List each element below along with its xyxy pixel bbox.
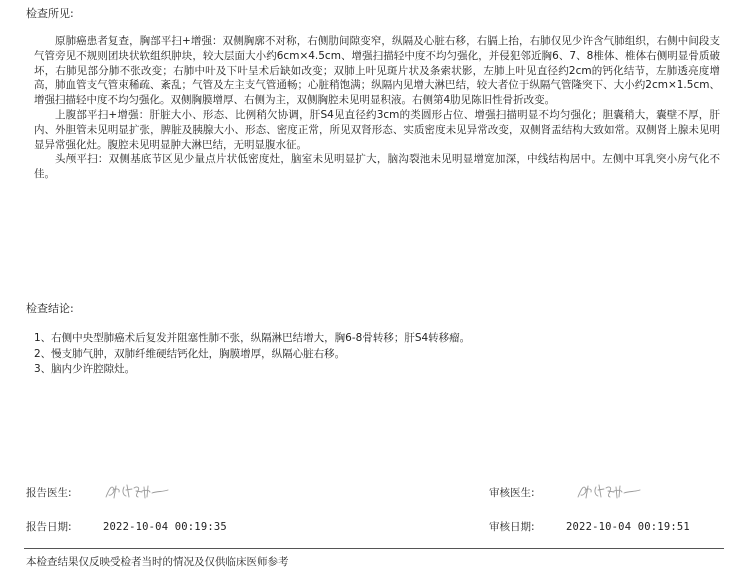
conclusion-item-1: 1、右侧中央型肺癌术后复发并阻塞性肺不张，纵隔淋巴结增大，胸6-8骨转移；肝S4转移瘤。 xyxy=(34,332,471,344)
review-doctor-label: 审核医生: xyxy=(489,487,535,499)
review-doctor-signature xyxy=(574,479,644,505)
disclaimer-text: 本检查结果仅反映受检者当时的情况及仅供临床医师参考 xyxy=(26,556,289,568)
findings-abdomen-paragraph: 上腹部平扫+增强：肝脏大小、形态、比例稍欠协调，肝S4见直径约3cm的类圆形占位、增强扫描明显不均匀强化；胆囊稍大，囊壁不厚，肝内、外胆管未见明显扩张，脾脏及胰腺大小、形态、密度正常，所见双肾形态、实质密度未见异常改变，双侧肾盂结构大致如常。双侧肾上腺未见明显异常强化灶。腹腔未见明显肿大淋巴结，无明显腹水征。 xyxy=(34,108,720,151)
conclusion-item-2: 2、慢支肺气肿，双肺纤维硬结钙化灶，胸膜增厚，纵隔心脏右移。 xyxy=(34,347,346,360)
conclusion-item-3: 3、脑内少许腔隙灶。 xyxy=(34,363,136,375)
findings-heading: 检查所见: xyxy=(26,7,74,20)
report-doctor-label: 报告医生: xyxy=(26,487,72,499)
conclusion-list xyxy=(34,331,724,378)
findings-chest-paragraph: 原肺癌患者复查，胸部平扫+增强：双侧胸廓不对称，右侧肋间隙变窄，纵隔及心脏右移，右膈上抬，右肺仅见少许含气肺组织，右侧中间段支气管旁见不规则团块状软组织肿块，较大层面大小约6cm×4.5cm、增强扫描轻中度不均匀强化，并侵犯邻近胸6、7、8椎体、椎体右侧明显骨质破坏，右肺见部分肺不张改变；右肺中叶及下叶呈术后缺如改变；双肺上叶见斑片状及条索状影，左肺上叶见直径约2cm的钙化结节，左肺透亮度增高，肺血管支气管束稀疏、紊乱；气管及左主支气管通畅；心脏稍饱满；纵隔内见增大淋巴结，较大者位于纵隔气管隆突下、大小约2cm×1.5cm、增强扫描轻中度不均匀强化。双侧胸膜增厚、右侧为主，双侧胸腔未见明显积液。右侧第4肋见陈旧性骨折改变。 xyxy=(34,35,720,107)
footer-divider xyxy=(24,548,724,549)
review-date-label: 审核日期: xyxy=(489,521,535,533)
report-date-label: 报告日期: xyxy=(26,521,72,533)
findings-head-paragraph: 头颅平扫：双侧基底节区见少量点片状低密度灶，脑室未见明显扩大，脑沟裂池未见明显增宽加深，中线结构居中。左侧中耳乳突小房气化不佳。 xyxy=(34,153,720,181)
findings-body xyxy=(34,34,720,182)
review-date-value: 2022-10-04 00:19:51 xyxy=(566,521,690,533)
report-doctor-signature xyxy=(102,479,172,505)
report-date-value: 2022-10-04 00:19:35 xyxy=(103,521,227,533)
conclusion-heading: 检查结论: xyxy=(26,302,74,315)
